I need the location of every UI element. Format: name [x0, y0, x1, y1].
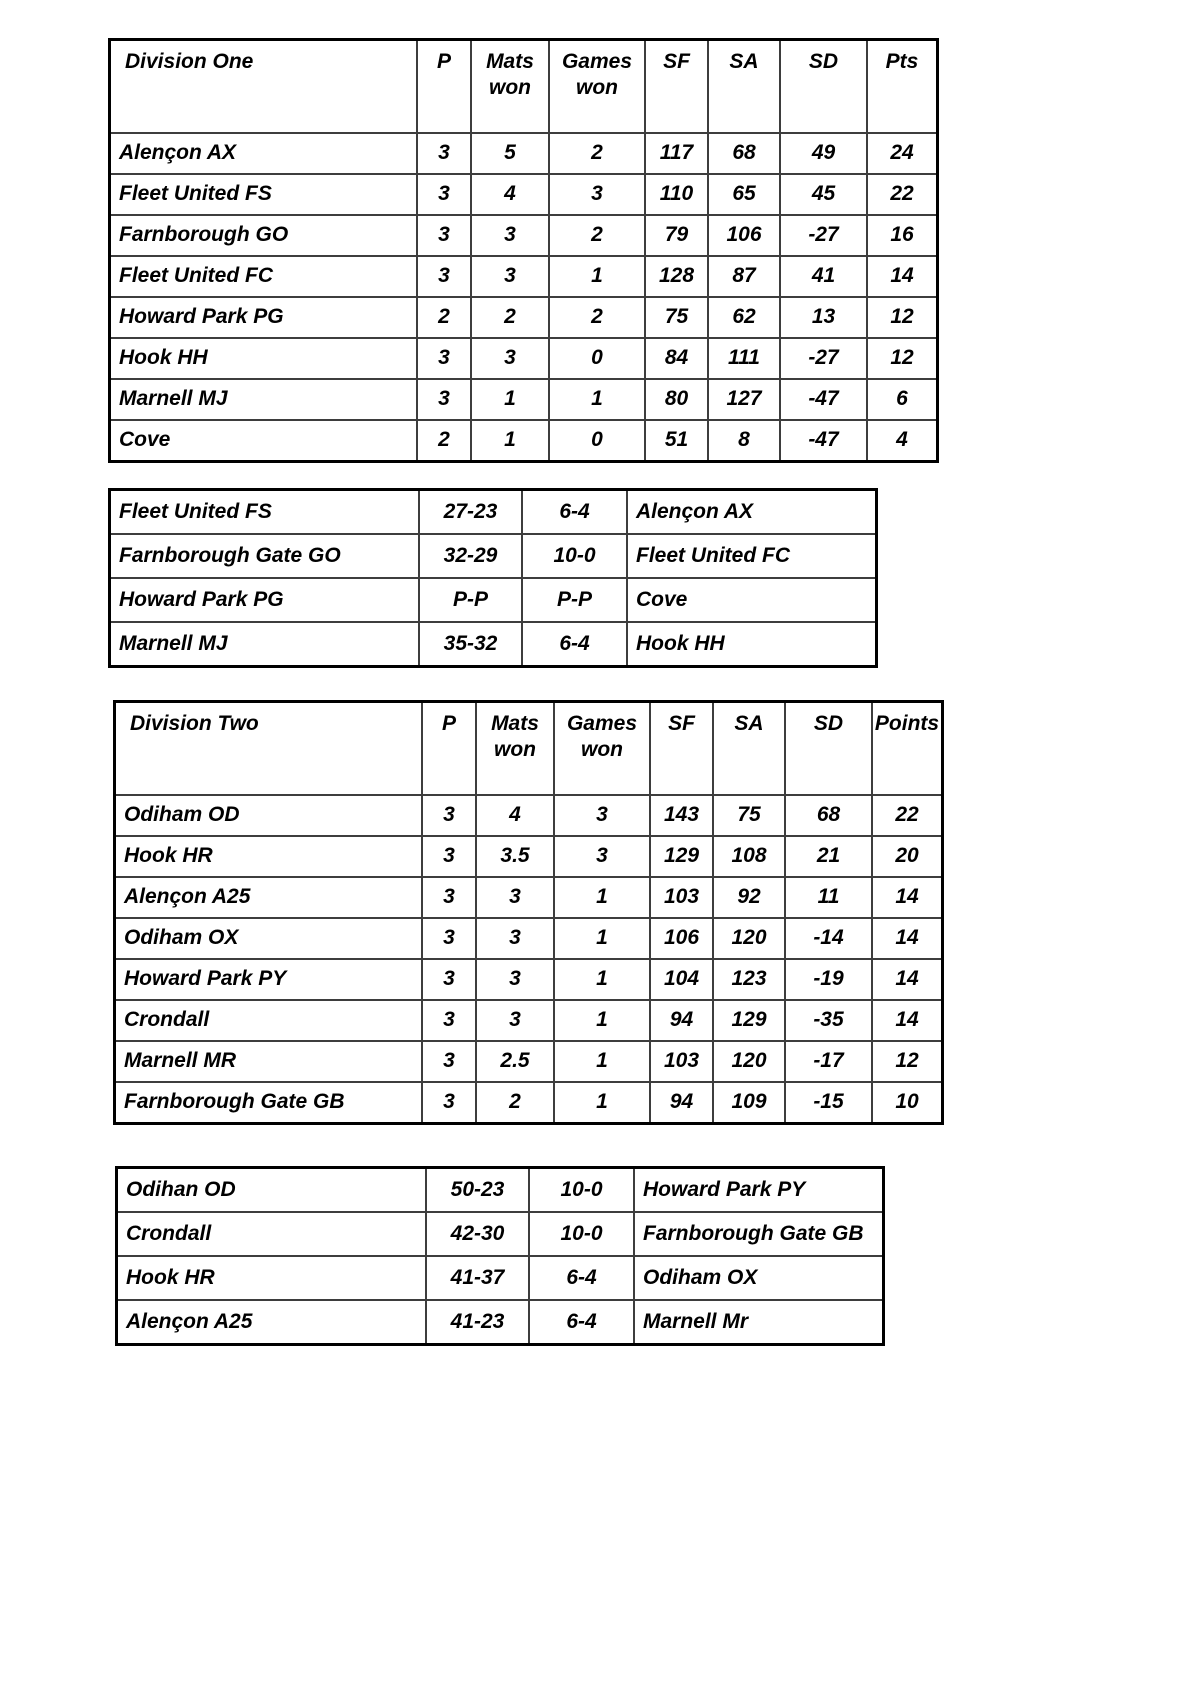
shots-against-cell: 8 — [708, 420, 780, 462]
played-cell: 3 — [422, 877, 476, 918]
shots-difference-cell: 45 — [780, 174, 867, 215]
column-header: SA — [708, 40, 780, 134]
shots-score-cell: 27-23 — [419, 490, 522, 535]
column-header: SF — [645, 40, 708, 134]
table-row — [115, 877, 943, 918]
shots-against-cell: 108 — [713, 836, 785, 877]
team-name-cell: Odiham OD — [115, 795, 423, 836]
table-row — [115, 836, 943, 877]
points-cell: 12 — [872, 1041, 943, 1082]
column-header: Pts — [867, 40, 938, 134]
shots-against-cell: 127 — [708, 379, 780, 420]
games-won-cell: 1 — [554, 877, 650, 918]
points-cell: 14 — [867, 256, 938, 297]
games-score-cell: 10-0 — [522, 534, 627, 578]
table-row — [115, 795, 943, 836]
shots-for-cell: 143 — [650, 795, 713, 836]
shots-against-cell: 75 — [713, 795, 785, 836]
played-cell: 2 — [417, 297, 471, 338]
table-row — [110, 420, 938, 462]
games-won-cell: 1 — [554, 1082, 650, 1124]
shots-against-cell: 62 — [708, 297, 780, 338]
shots-against-cell: 65 — [708, 174, 780, 215]
home-team-cell: Crondall — [117, 1212, 427, 1256]
table-row — [115, 918, 943, 959]
shots-for-cell: 106 — [650, 918, 713, 959]
team-name-cell: Hook HR — [115, 836, 423, 877]
games-won-cell: 2 — [549, 297, 645, 338]
mats-won-cell: 1 — [471, 379, 549, 420]
points-cell: 4 — [867, 420, 938, 462]
shots-against-cell: 120 — [713, 1041, 785, 1082]
table-row — [115, 959, 943, 1000]
table-row — [110, 174, 938, 215]
played-cell: 3 — [422, 1041, 476, 1082]
shots-score-cell: 41-37 — [426, 1256, 529, 1300]
table-row — [110, 133, 938, 174]
points-cell: 12 — [867, 338, 938, 379]
games-score-cell: 6-4 — [522, 490, 627, 535]
table-row — [110, 379, 938, 420]
column-header: Points — [872, 702, 943, 796]
column-header: Division Two — [115, 702, 423, 796]
played-cell: 3 — [422, 1000, 476, 1041]
games-won-cell: 1 — [549, 256, 645, 297]
played-cell: 3 — [417, 379, 471, 420]
column-header: Games won — [554, 702, 650, 796]
shots-difference-cell: -35 — [785, 1000, 872, 1041]
division-one-table — [108, 38, 939, 463]
column-header: Games won — [549, 40, 645, 134]
mats-won-cell: 4 — [471, 174, 549, 215]
points-cell: 14 — [872, 959, 943, 1000]
games-won-cell: 3 — [554, 836, 650, 877]
team-name-cell: Howard Park PG — [110, 297, 418, 338]
shots-for-cell: 128 — [645, 256, 708, 297]
shots-against-cell: 120 — [713, 918, 785, 959]
mats-won-cell: 3 — [476, 877, 554, 918]
away-team-cell: Cove — [627, 578, 877, 622]
column-header: Division One — [110, 40, 418, 134]
mats-won-cell: 1 — [471, 420, 549, 462]
points-cell: 22 — [867, 174, 938, 215]
home-team-cell: Farnborough Gate GO — [110, 534, 420, 578]
mats-won-cell: 4 — [476, 795, 554, 836]
team-name-cell: Crondall — [115, 1000, 423, 1041]
games-score-cell: 6-4 — [529, 1300, 634, 1345]
played-cell: 3 — [417, 256, 471, 297]
games-score-cell: P-P — [522, 578, 627, 622]
mats-won-cell: 2.5 — [476, 1041, 554, 1082]
home-team-cell: Howard Park PG — [110, 578, 420, 622]
games-won-cell: 3 — [549, 174, 645, 215]
games-score-cell: 10-0 — [529, 1168, 634, 1213]
column-header: SD — [785, 702, 872, 796]
mats-won-cell: 3 — [476, 918, 554, 959]
column-header: Mats won — [476, 702, 554, 796]
division-one-results-table — [108, 488, 878, 668]
mats-won-cell: 3 — [471, 256, 549, 297]
away-team-cell: Howard Park PY — [634, 1168, 884, 1213]
team-name-cell: Alençon A25 — [115, 877, 423, 918]
games-score-cell: 10-0 — [529, 1212, 634, 1256]
shots-score-cell: 50-23 — [426, 1168, 529, 1213]
shots-for-cell: 94 — [650, 1000, 713, 1041]
team-name-cell: Farnborough GO — [110, 215, 418, 256]
mats-won-cell: 2 — [476, 1082, 554, 1124]
games-won-cell: 1 — [554, 959, 650, 1000]
shots-score-cell: 42-30 — [426, 1212, 529, 1256]
home-team-cell: Fleet United FS — [110, 490, 420, 535]
played-cell: 3 — [417, 215, 471, 256]
shots-for-cell: 103 — [650, 1041, 713, 1082]
points-cell: 20 — [872, 836, 943, 877]
away-team-cell: Alençon AX — [627, 490, 877, 535]
played-cell: 3 — [417, 133, 471, 174]
played-cell: 3 — [422, 836, 476, 877]
shots-for-cell: 110 — [645, 174, 708, 215]
points-cell: 12 — [867, 297, 938, 338]
column-header: P — [422, 702, 476, 796]
shots-difference-cell: -19 — [785, 959, 872, 1000]
games-won-cell: 2 — [549, 133, 645, 174]
table-row — [110, 490, 877, 535]
away-team-cell: Farnborough Gate GB — [634, 1212, 884, 1256]
header-row — [115, 702, 943, 796]
shots-for-cell: 117 — [645, 133, 708, 174]
games-won-cell: 0 — [549, 420, 645, 462]
shots-difference-cell: -47 — [780, 379, 867, 420]
team-name-cell: Fleet United FS — [110, 174, 418, 215]
mats-won-cell: 3 — [476, 959, 554, 1000]
shots-score-cell: 35-32 — [419, 622, 522, 667]
games-won-cell: 3 — [554, 795, 650, 836]
table-row — [115, 1000, 943, 1041]
shots-for-cell: 104 — [650, 959, 713, 1000]
shots-difference-cell: -15 — [785, 1082, 872, 1124]
played-cell: 3 — [422, 795, 476, 836]
team-name-cell: Marnell MJ — [110, 379, 418, 420]
points-cell: 14 — [872, 918, 943, 959]
shots-score-cell: 41-23 — [426, 1300, 529, 1345]
shots-for-cell: 129 — [650, 836, 713, 877]
played-cell: 3 — [422, 918, 476, 959]
team-name-cell: Alençon AX — [110, 133, 418, 174]
shots-difference-cell: -27 — [780, 338, 867, 379]
shots-for-cell: 51 — [645, 420, 708, 462]
shots-for-cell: 80 — [645, 379, 708, 420]
table-row — [117, 1168, 884, 1213]
shots-against-cell: 111 — [708, 338, 780, 379]
away-team-cell: Fleet United FC — [627, 534, 877, 578]
away-team-cell: Marnell Mr — [634, 1300, 884, 1345]
table-row — [110, 215, 938, 256]
shots-difference-cell: 13 — [780, 297, 867, 338]
table-row — [117, 1256, 884, 1300]
shots-for-cell: 103 — [650, 877, 713, 918]
shots-difference-cell: -17 — [785, 1041, 872, 1082]
games-won-cell: 2 — [549, 215, 645, 256]
column-header: Mats won — [471, 40, 549, 134]
shots-against-cell: 68 — [708, 133, 780, 174]
table-row — [110, 256, 938, 297]
shots-against-cell: 106 — [708, 215, 780, 256]
mats-won-cell: 2 — [471, 297, 549, 338]
column-header: P — [417, 40, 471, 134]
points-cell: 24 — [867, 133, 938, 174]
shots-against-cell: 129 — [713, 1000, 785, 1041]
team-name-cell: Fleet United FC — [110, 256, 418, 297]
games-score-cell: 6-4 — [529, 1256, 634, 1300]
table-row — [110, 534, 877, 578]
team-name-cell: Odiham OX — [115, 918, 423, 959]
points-cell: 14 — [872, 877, 943, 918]
played-cell: 2 — [417, 420, 471, 462]
home-team-cell: Alençon A25 — [117, 1300, 427, 1345]
column-header: SF — [650, 702, 713, 796]
away-team-cell: Odiham OX — [634, 1256, 884, 1300]
table-row — [110, 297, 938, 338]
points-cell: 14 — [872, 1000, 943, 1041]
shots-against-cell: 109 — [713, 1082, 785, 1124]
table-row — [110, 622, 877, 667]
shots-for-cell: 75 — [645, 297, 708, 338]
games-won-cell: 1 — [554, 1000, 650, 1041]
table-row — [110, 578, 877, 622]
table-row — [117, 1212, 884, 1256]
shots-difference-cell: 41 — [780, 256, 867, 297]
shots-for-cell: 84 — [645, 338, 708, 379]
table-row — [110, 338, 938, 379]
table-row — [115, 1041, 943, 1082]
home-team-cell: Hook HR — [117, 1256, 427, 1300]
team-name-cell: Cove — [110, 420, 418, 462]
mats-won-cell: 3 — [476, 1000, 554, 1041]
mats-won-cell: 3 — [471, 338, 549, 379]
mats-won-cell: 5 — [471, 133, 549, 174]
team-name-cell: Hook HH — [110, 338, 418, 379]
shots-difference-cell: 11 — [785, 877, 872, 918]
games-won-cell: 0 — [549, 338, 645, 379]
shots-against-cell: 123 — [713, 959, 785, 1000]
games-won-cell: 1 — [554, 918, 650, 959]
points-cell: 6 — [867, 379, 938, 420]
shots-difference-cell: -47 — [780, 420, 867, 462]
away-team-cell: Hook HH — [627, 622, 877, 667]
games-won-cell: 1 — [554, 1041, 650, 1082]
home-team-cell: Odihan OD — [117, 1168, 427, 1213]
points-cell: 10 — [872, 1082, 943, 1124]
team-name-cell: Marnell MR — [115, 1041, 423, 1082]
header-row — [110, 40, 938, 134]
division-two-results-table — [115, 1166, 885, 1346]
home-team-cell: Marnell MJ — [110, 622, 420, 667]
column-header: SA — [713, 702, 785, 796]
played-cell: 3 — [422, 1082, 476, 1124]
games-score-cell: 6-4 — [522, 622, 627, 667]
table-row — [117, 1300, 884, 1345]
shots-difference-cell: 49 — [780, 133, 867, 174]
team-name-cell: Farnborough Gate GB — [115, 1082, 423, 1124]
shots-score-cell: P-P — [419, 578, 522, 622]
points-cell: 16 — [867, 215, 938, 256]
shots-score-cell: 32-29 — [419, 534, 522, 578]
mats-won-cell: 3 — [471, 215, 549, 256]
shots-against-cell: 92 — [713, 877, 785, 918]
table-row — [115, 1082, 943, 1124]
shots-difference-cell: -27 — [780, 215, 867, 256]
team-name-cell: Howard Park PY — [115, 959, 423, 1000]
division-two-table — [113, 700, 944, 1125]
shots-difference-cell: -14 — [785, 918, 872, 959]
played-cell: 3 — [422, 959, 476, 1000]
points-cell: 22 — [872, 795, 943, 836]
shots-difference-cell: 68 — [785, 795, 872, 836]
shots-against-cell: 87 — [708, 256, 780, 297]
shots-for-cell: 79 — [645, 215, 708, 256]
games-won-cell: 1 — [549, 379, 645, 420]
played-cell: 3 — [417, 174, 471, 215]
mats-won-cell: 3.5 — [476, 836, 554, 877]
column-header: SD — [780, 40, 867, 134]
shots-for-cell: 94 — [650, 1082, 713, 1124]
played-cell: 3 — [417, 338, 471, 379]
shots-difference-cell: 21 — [785, 836, 872, 877]
